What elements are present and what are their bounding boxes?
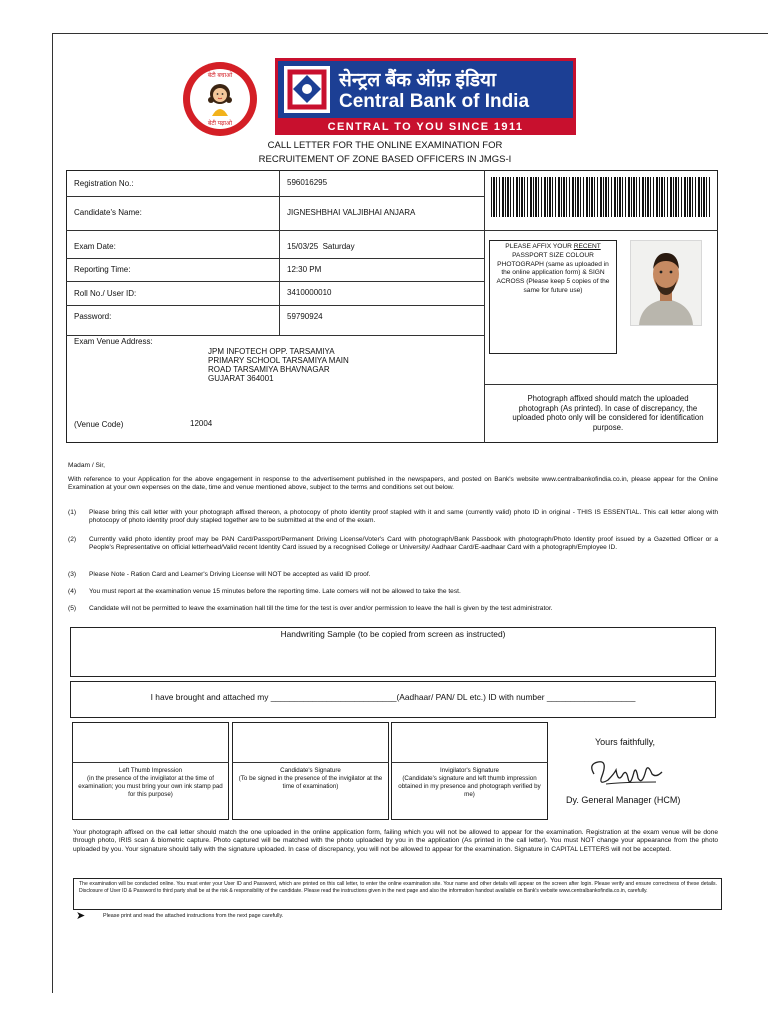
- letter-intro: With reference to your Application for the above engagement in response to the advertisement published in the newspapers, and posted on Bank's website www.centralbankofindia.co.in, please appear for the Online Examination at your own expenses on the date, time and venue mentioned above, subject to the terms and conditions set out below.: [68, 476, 718, 492]
- venue-address: [208, 347, 349, 383]
- venue-line: GUJARAT 364001: [208, 374, 274, 383]
- print-instructions-note: Please print and read the attached instructions from the next page carefully.: [103, 913, 284, 919]
- photo-instruction-pre: PLEASE AFFIX YOUR: [505, 243, 574, 250]
- arrow-bullet-icon: ➤: [76, 910, 86, 922]
- venue-code-label: (Venue Code): [74, 420, 124, 429]
- photo-instruction-rest: PASSPORT SIZE COLOUR PHOTOGRAPH (same as uploaded in the online application form) & SIGN ACROSS (Please keep 5 copies of the same for future use): [496, 251, 610, 294]
- invigilator-signature-title: Invigilator's Signature: [440, 767, 499, 774]
- dgm-signature-icon: [586, 752, 664, 792]
- handwriting-sample-title: Handwriting Sample (to be copied from screen as instructed): [280, 629, 506, 639]
- page-left-border: [52, 33, 53, 993]
- reporting-time-label: Reporting Time:: [74, 265, 131, 274]
- venue-line: PRIMARY SCHOOL TARSAMIYA MAIN: [208, 356, 349, 365]
- candidate-signature-title: Candidate's Signature: [280, 767, 341, 774]
- registration-value: 596016295: [287, 178, 328, 187]
- candidate-name-label: Candidate's Name:: [74, 208, 142, 217]
- password-label: Password:: [74, 312, 112, 321]
- list-item: (2) Currently valid photo identity proof may be PAN Card/Passport/Permanent Driving License/Voter's Card with photograph/Bank Passbook with photograph/Photo Identity proof issued by a Gazetted Officer or a People's Representative on official letterhead/Valid recent Identity Card issued by a recognised College or University/ Aadhaar Card/E-aadhaar Card with a photograph/Employee ID.: [68, 536, 718, 552]
- exam-date-value: 15/03/25 Saturday: [287, 242, 355, 251]
- venue-address-label: Exam Venue Address:: [74, 337, 153, 346]
- emblem-text-bottom: बेटी पढ़ाओ: [207, 121, 233, 127]
- candidate-signature-desc: (To be signed in the presence of the invigilator at the time of examination): [238, 775, 383, 790]
- bank-name-hindi: सेन्ट्रल बैंक ऑफ़ इंडिया: [339, 70, 496, 91]
- photo-instruction-underlined: RECENT: [573, 243, 601, 250]
- exam-date-label: Exam Date:: [74, 242, 116, 251]
- girl-icon: [205, 80, 235, 116]
- list-item: (5) Candidate will not be permitted to leave the examination hall till the time for the test is over and/or permission to leave the hall is given by the test administrator.: [68, 605, 553, 612]
- online-exam-note: The examination will be conducted online. You must enter your User ID and Password, which are printed on this call letter, to enter the online examination site. Your name and other details will appear on the screen after login. Please verify and ensure correctness of these details. Disclosure of User ID & Password to third party shall be at the risk & responsibility of the candidate. Please read the instructions given in the next page and also the information handout available on Bank's website www.centralbankofindia.co.in, carefully.: [79, 881, 717, 894]
- barcode: [491, 177, 711, 217]
- photo-signature-warning: Your photograph affixed on the call letter should match the one uploaded in the online application form, failing which you will not be allowed to appear for the examination. Registration at the exam venue will be done through photo, IRIS scan & biometric capture. Photo captured will be matched with the photo uploaded by you in the application (As printed in the call letter). You must NOT change your appearance from the photo uploaded by you. Your signature should tally with the signature uploaded. In case of discrepancy, you will not be allowed to appear for the examination. Signature in CAPITAL LETTERS will not be accepted.: [73, 829, 718, 853]
- bank-name-english: Central Bank of India: [339, 91, 530, 112]
- list-item: (1) Please bring this call letter with your photograph affixed thereon, a photocopy of photo identity proof stapled with it and same (currently valid) photo ID in original - THIS IS ESSENTIAL. This call letter along with photocopy of photo identity proof duly stapled together are to be submitted at the end of the exam.: [68, 509, 718, 525]
- photo-match-note: Photograph affixed should match the uploaded photograph (As printed). In case of discrepancy, the uploaded photo only will be considered for identification purpose.: [512, 394, 704, 432]
- roll-no-value: 3410000010: [287, 288, 332, 297]
- reporting-time-value: 12:30 PM: [287, 265, 322, 274]
- invigilator-signature-desc: (Candidate's signature and left thumb impression obtained in my presence and photograph verified by me): [398, 775, 541, 798]
- bank-tagline: CENTRAL TO YOU SINCE 1911: [327, 121, 524, 133]
- list-item: (3) Please Note - Ration Card and Learner's Driving License will NOT be accepted as valid ID proof.: [68, 571, 371, 578]
- venue-line: ROAD TARSAMIYA BHAVNAGAR: [208, 365, 330, 374]
- thumb-impression-desc: (in the presence of the invigilator at the time of examination; you must bring your own ink stamp pad for this purpose): [78, 775, 223, 798]
- yours-faithfully: Yours faithfully,: [595, 737, 656, 747]
- roll-no-label: Roll No./ User ID:: [74, 289, 137, 298]
- id-declaration-text: I have brought and attached my ___________________________(Aadhaar/ PAN/ DL etc.) ID with number ___________________: [150, 692, 636, 702]
- thumb-impression-title: Left Thumb Impression: [118, 767, 183, 774]
- bank-logo-banner: [275, 58, 576, 135]
- call-letter-title: [190, 139, 580, 167]
- venue-line: JPM INFOTECH OPP. TARSAMIYA: [208, 347, 335, 356]
- list-item: (4) You must report at the examination venue 15 minutes before the reporting time. Late comers will not be allowed to take the test.: [68, 588, 461, 595]
- salutation: Madam / Sir,: [68, 462, 106, 469]
- title-line-1: CALL LETTER FOR THE ONLINE EXAMINATION FOR: [267, 140, 503, 151]
- dgm-designation: Dy. General Manager (HCM): [566, 795, 681, 805]
- password-value: 59790924: [287, 312, 323, 321]
- page-top-border: [52, 33, 768, 34]
- bank-logo-mark-icon: [284, 66, 330, 113]
- candidate-photo: [630, 240, 702, 326]
- venue-code-value: 12004: [190, 419, 213, 428]
- emblem-text-top: बेटी बचाओ: [207, 73, 233, 79]
- photo-instruction-text: [493, 243, 613, 296]
- registration-label: Registration No.:: [74, 179, 134, 188]
- title-line-2: RECRUITEMENT OF ZONE BASED OFFICERS IN JMGS-I: [258, 154, 512, 165]
- candidate-name-value: JIGNESHBHAI VALJIBHAI ANJARA: [287, 208, 416, 217]
- beti-bachao-emblem: [183, 62, 257, 136]
